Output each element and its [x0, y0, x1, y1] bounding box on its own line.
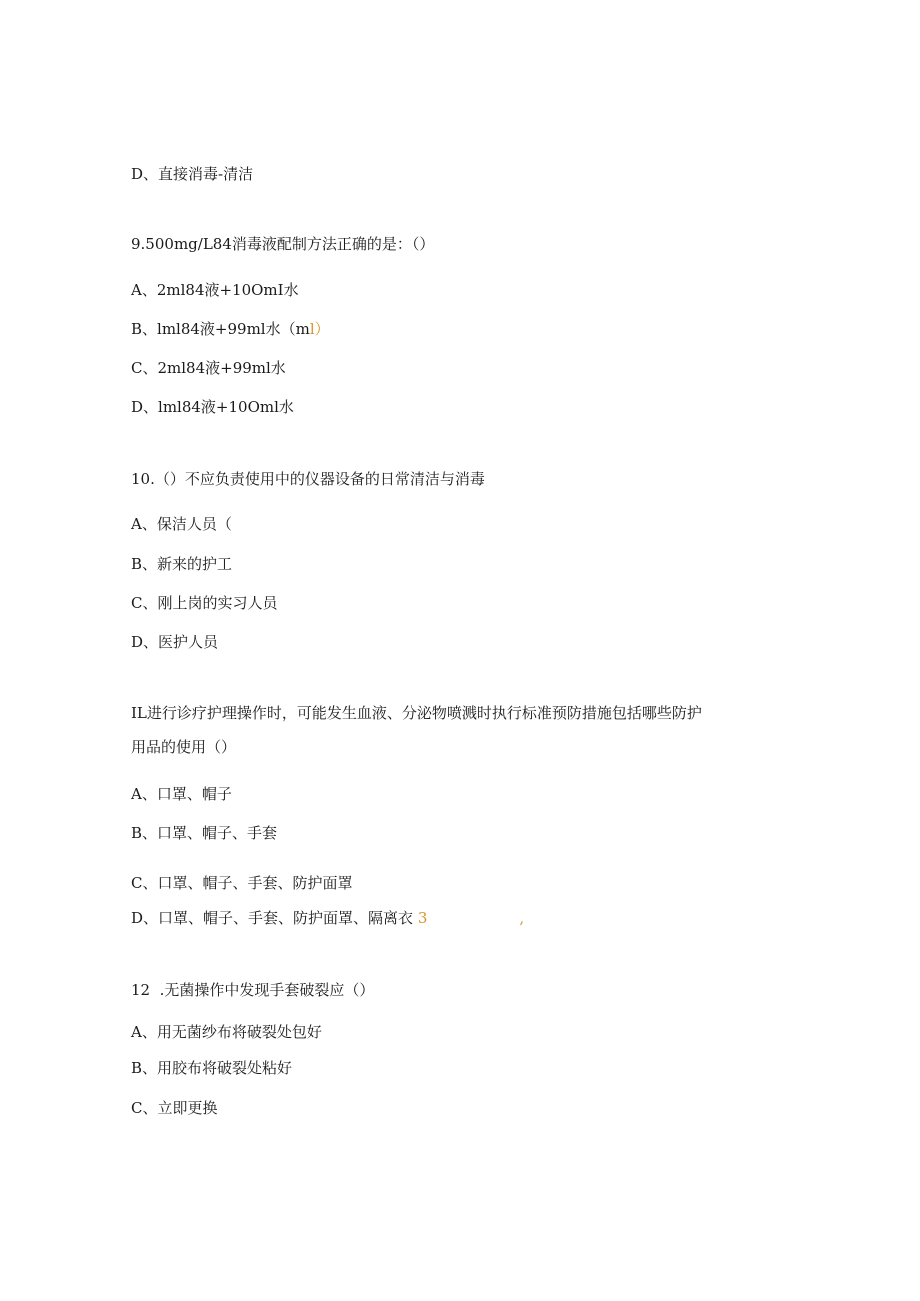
- question-11-line1: IL进行诊疗护理操作时，可能发生血液、分泌物喷溅时执行标准预防措施包括哪些防护: [131, 704, 702, 722]
- option-12b: B、用胶布将破裂处粘好: [131, 1059, 293, 1077]
- option-12c: C、立即更换: [131, 1099, 218, 1117]
- option-9b-accent: l）: [309, 320, 330, 338]
- option-11d-accent: 3: [417, 909, 428, 927]
- option-12a: A、用无菌纱布将破裂处包好: [131, 1023, 322, 1041]
- question-12: 12 .无菌操作中发现手套破裂应（）: [131, 981, 375, 999]
- question-9: 9.500mg/L84消毒液配制方法正确的是：（）: [131, 235, 435, 253]
- option-10b: B、新来的护工: [131, 555, 233, 573]
- option-9d: D、lml84液+10Oml水: [131, 398, 294, 416]
- option-11d: D、口罩、帽子、手套、防护面罩、隔离衣 3 ,: [131, 909, 525, 927]
- option-10c: C、刚上岗的实习人员: [131, 594, 278, 612]
- option-11a: A、口罩、帽子: [131, 785, 232, 803]
- question-11-line2: 用品的使用（）: [131, 738, 237, 756]
- option-9a: A、2ml84液+10OmI水: [131, 281, 299, 299]
- option-11c: C、口罩、帽子、手套、防护面罩: [131, 874, 353, 892]
- option-9b: B、lml84液+99ml水（ml）: [131, 320, 330, 338]
- option-9c: C、2ml84液+99ml水: [131, 359, 286, 377]
- option-11d-mark: ,: [519, 909, 525, 927]
- option-8d: D、直接消毒-清洁: [131, 165, 254, 183]
- option-11b: B、口罩、帽子、手套: [131, 824, 278, 842]
- option-10d: D、医护人员: [131, 633, 219, 651]
- option-10a: A、保洁人员（: [131, 515, 232, 533]
- question-10: 10.（）不应负责使用中的仪器设备的日常清洁与消毒: [131, 470, 485, 488]
